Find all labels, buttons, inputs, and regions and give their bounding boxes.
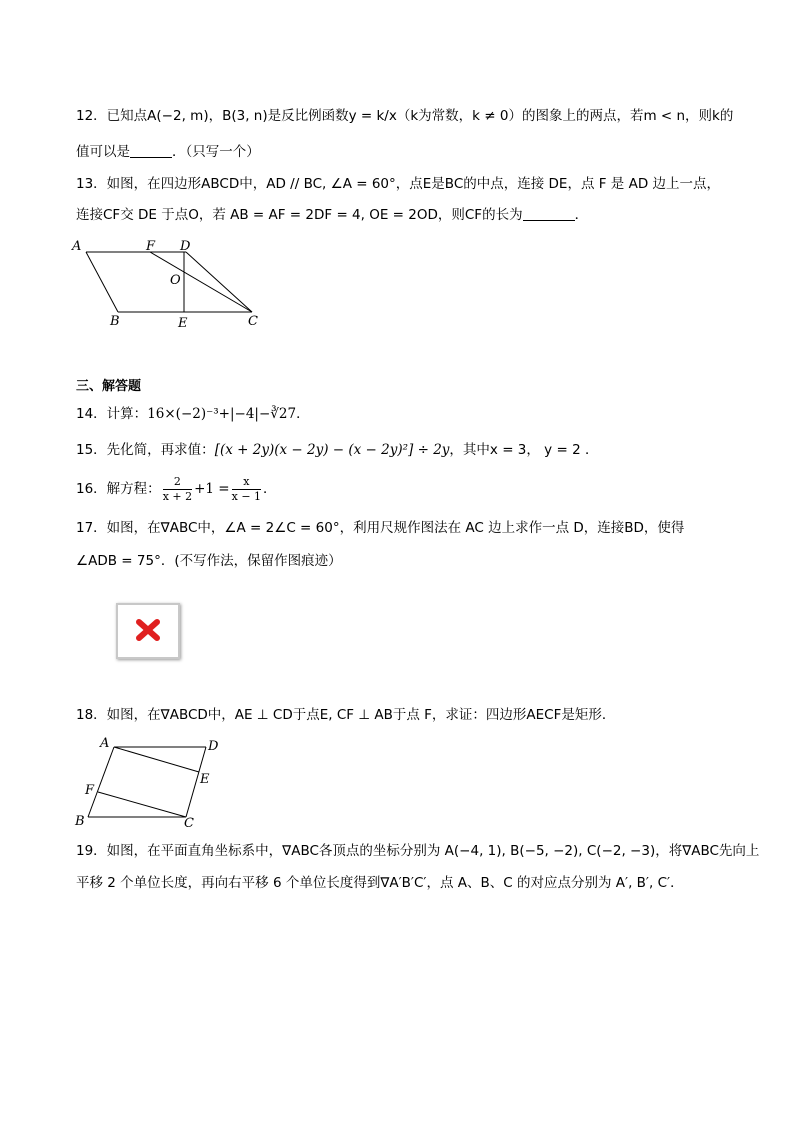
q19-line2: 平移 2 个单位长度，再向右平移 6 个单位长度得到∇A′B′C′，点 A、B、C 的对应点分别为 A′, B′, C′．	[76, 875, 684, 891]
q15-suffix: ，其中x = 3， y = 2 ．	[449, 442, 599, 458]
broken-image-icon	[116, 603, 180, 659]
segment-FC	[150, 252, 252, 312]
fraction-numerator: 2	[163, 475, 192, 490]
q12-line1: 12．已知点A(−2, m)，B(3, n)是反比例函数y = k/x（k为常数，k ≠ 0）的图象上的两点，若m < n，则k的	[76, 108, 734, 124]
q13-line2-prefix: 连接CF交 DE 于点O，若 AB = AF = 2DF = 4, OE = 2OD，则CF的长为	[76, 207, 523, 223]
q13-figure	[66, 236, 276, 331]
answer-blank	[130, 143, 172, 158]
q14-expression: 16×(−2)⁻³+|−4|−∛27	[147, 406, 297, 422]
label-A: A	[72, 239, 82, 254]
fraction-denominator: x − 1	[231, 489, 262, 503]
q14-line	[76, 404, 310, 424]
q16-prefix: 16．解方程：	[76, 481, 161, 497]
q13-line2	[76, 205, 588, 225]
segment-AE	[114, 747, 199, 772]
q16-fraction-right	[232, 475, 261, 504]
q17-line2: ∠ADB = 75°．(不写作法，保留作图痕迹）	[76, 553, 342, 569]
q18-figure	[70, 734, 230, 829]
q16-line	[76, 474, 277, 504]
close-icon	[118, 605, 178, 657]
q12-line2-suffix: ．（只写一个）	[172, 144, 260, 160]
q12-line2-prefix: 值可以是	[76, 144, 130, 160]
segment-DC	[186, 252, 252, 312]
segment-FC	[98, 792, 186, 817]
section-title: 三、解答题	[76, 379, 142, 394]
label-C: C	[184, 816, 194, 829]
q12-line2	[76, 142, 260, 162]
q16-middle: +1 =	[194, 481, 230, 497]
segment-BA	[88, 747, 114, 817]
q16-suffix: ．	[263, 481, 277, 497]
q15-prefix: 15．先化简，再求值：	[76, 442, 215, 458]
answer-blank	[523, 206, 575, 221]
label-E: E	[200, 772, 210, 787]
label-B: B	[110, 314, 120, 329]
q13-line2-suffix: ．	[574, 207, 589, 223]
q14-suffix: ．	[296, 406, 310, 422]
label-A: A	[100, 736, 110, 751]
label-E: E	[178, 316, 188, 331]
q16-fraction-left	[163, 475, 192, 504]
label-D: D	[180, 239, 191, 254]
fraction-numerator: x	[232, 475, 261, 490]
q17-line1: 17．如图，在∇ABC中，∠A = 2∠C = 60°，利用尺规作图法在 AC 边上求作一点 D，连接BD，使得	[76, 520, 685, 536]
label-F: F	[85, 783, 95, 798]
q14-prefix: 14．计算：	[76, 406, 148, 422]
q19-line1: 19．如图，在平面直角坐标系中，∇ABC各顶点的坐标分别为 A(−4, 1), B(−5, −2), C(−2, −3)，将∇ABC先向上	[76, 843, 760, 859]
label-B: B	[75, 814, 85, 829]
q13-line1: 13．如图，在四边形ABCD中，AD // BC, ∠A = 60°，点E是BC的中点，连接 DE，点 F 是 AD 边上一点，	[76, 176, 721, 192]
fraction-denominator: x + 2	[162, 489, 193, 503]
q15-expression: [(x + 2y)(x − 2y) − (x − 2y)²] ÷ 2y	[214, 442, 450, 458]
label-O: O	[170, 273, 181, 288]
label-C: C	[248, 314, 258, 329]
label-F: F	[146, 239, 156, 254]
q18-line1: 18．如图，在∇ABCD中，AE ⊥ CD于点E, CF ⊥ AB于点 F，求证：四边形AECF是矩形．	[76, 707, 616, 723]
segment-AB	[86, 252, 118, 312]
q15-line	[76, 440, 598, 460]
label-D: D	[208, 739, 219, 754]
